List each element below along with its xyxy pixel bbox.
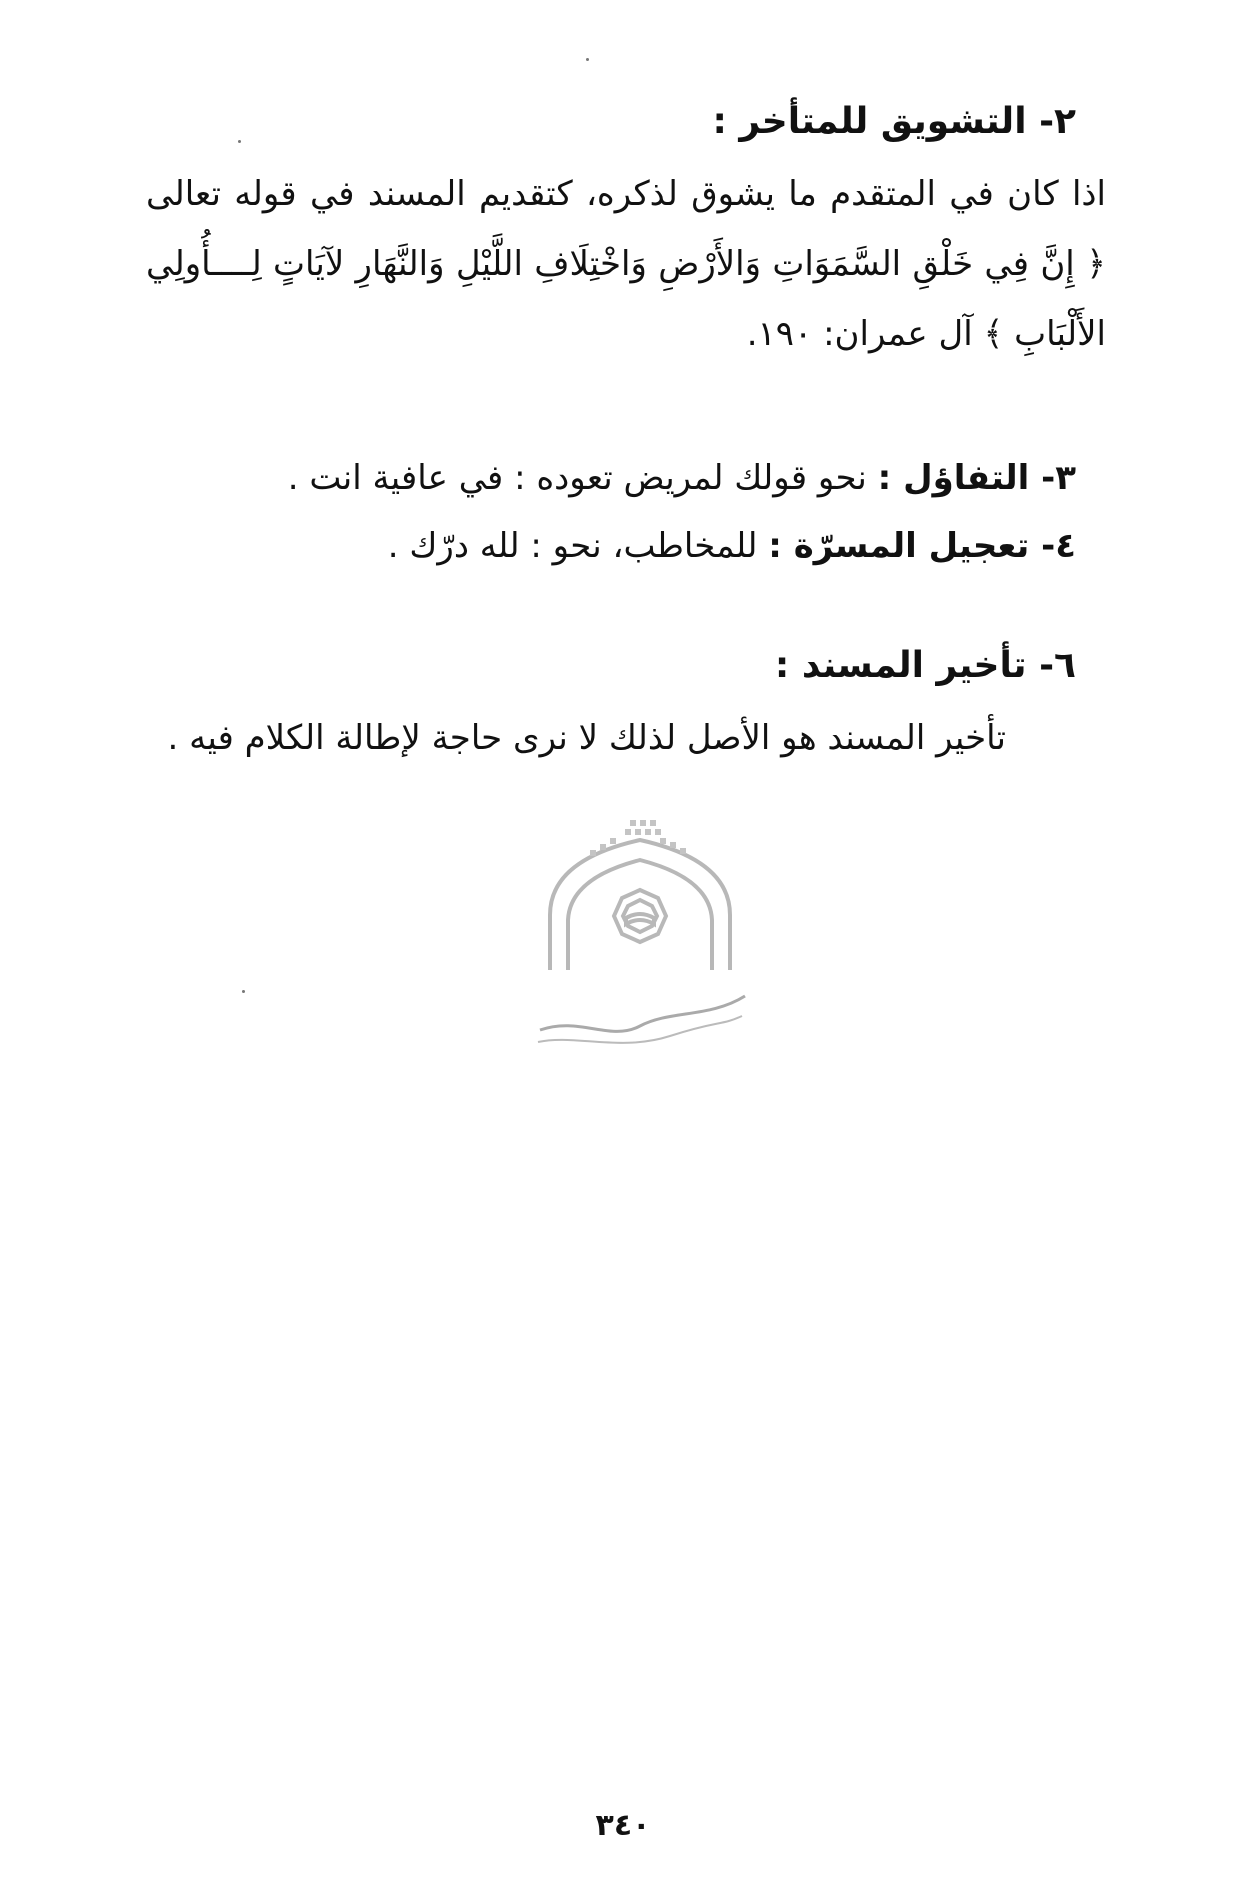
item-4-label: ٤- تعجيل المسرّة : (768, 526, 1076, 566)
scan-speck (586, 58, 589, 61)
scan-speck (242, 990, 245, 993)
section-2-heading: ٢- التشويق للمتأخر : (712, 101, 1076, 142)
item-4 (388, 520, 1076, 572)
section-6-heading: ٦- تأخير المسند : (774, 645, 1076, 686)
item-4-text: للمخاطب، نحو : لله درّك . (387, 526, 769, 566)
scan-speck (238, 140, 241, 143)
seminary-logo-icon (520, 820, 760, 1060)
section-2-quran-verse: ﴿ إِنَّ فِي خَلْقِ السَّمَوَاتِ وَالأَرْضِ وَاخْتِلَافِ اللَّيْلِ وَالنَّهَارِ لآيَاتٍ لِــــأُولِي (146, 244, 1106, 284)
item-3 (288, 452, 1076, 504)
section-2-line-1: اذا كان في المتقدم ما يشوق لذكره، كتقديم المسند في قوله تعالى (146, 174, 1106, 214)
section-6-text: تأخير المسند هو الأصل لذلك لا نرى حاجة لإطالة الكلام فيه . (167, 718, 1006, 758)
page-number: ٣٤٠ (595, 1808, 651, 1843)
section-2-line-3: الأَلْبَابِ ﴾ آل عمران: ١٩٠. (746, 314, 1106, 354)
item-3-label: ٣- التفاؤل : (877, 458, 1076, 498)
item-3-text: نحو قولك لمريض تعوده : في عافية انت . (287, 458, 878, 498)
